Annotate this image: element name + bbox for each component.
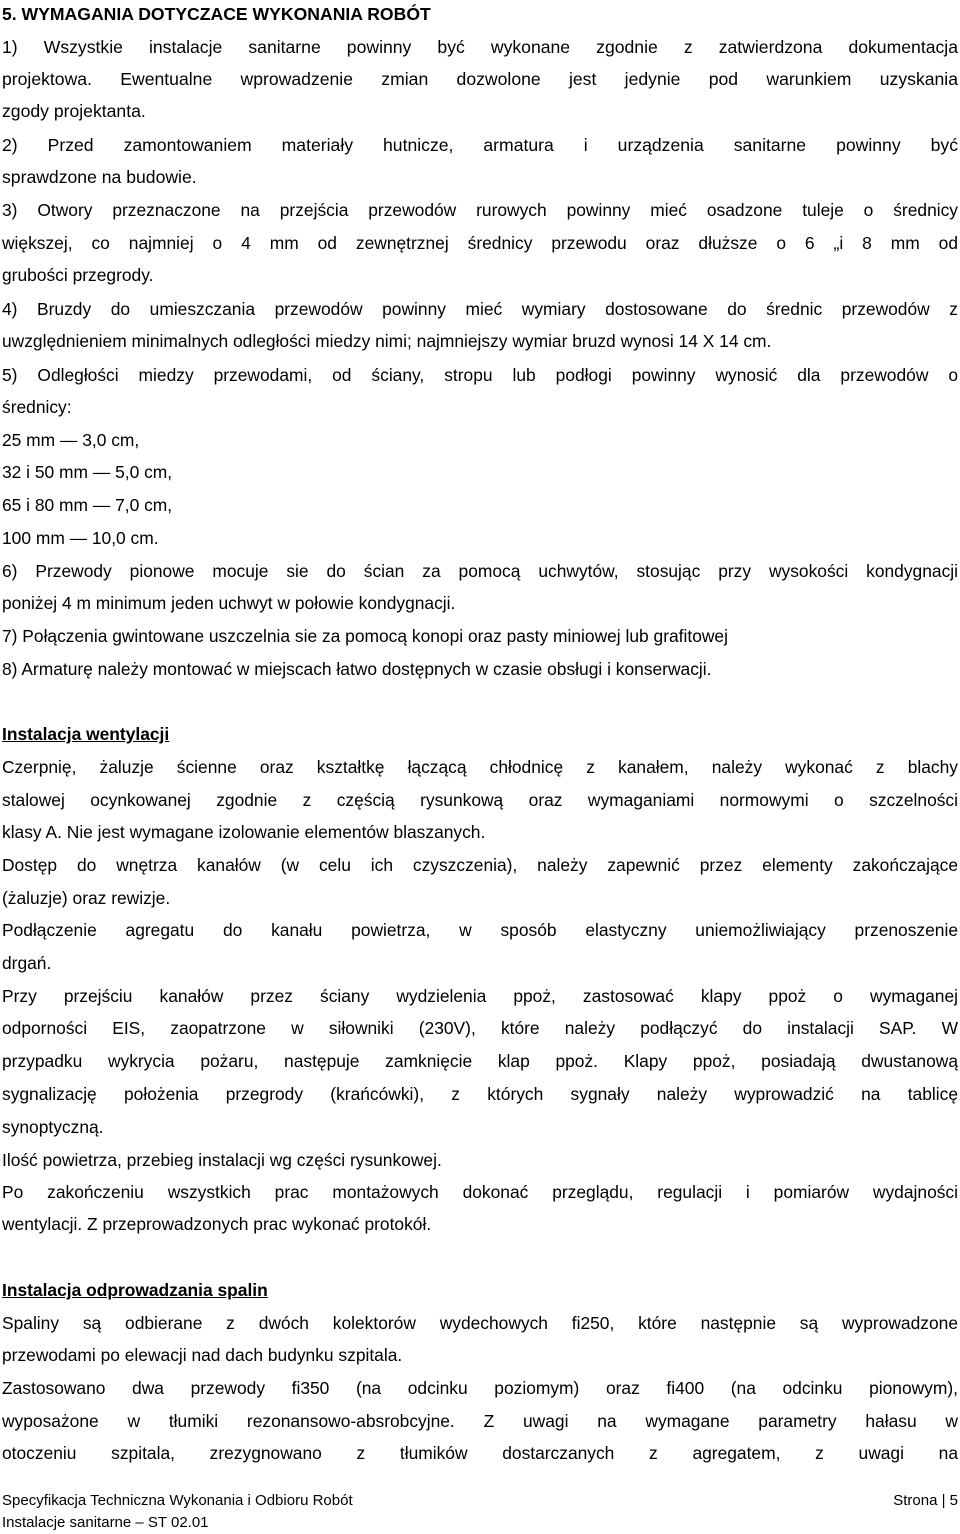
paragraph-line: Ilość powietrza, przebieg instalacji wg części rysunkowej.	[2, 1150, 442, 1170]
paragraph-line: otoczeniu szpitala, zrezygnowano z tłumików dostarczanych z agregatem, z uwagi na	[2, 1443, 958, 1463]
paragraph-line: sygnalizację położenia przegrody (krańcówki), z których sygnały należy wyprowadzić na tablicę	[2, 1084, 958, 1104]
paragraph-line: Zastosowano dwa przewody fi350 (na odcinku poziomym) oraz fi400 (na odcinku pionowym),	[2, 1378, 958, 1398]
paragraph-line: odporności EIS, zaopatrzone w siłowniki (230V), które należy podłączyć do instalacji SAP. W	[2, 1018, 958, 1038]
paragraph-line: drgań.	[2, 953, 52, 973]
paragraph-line: średnicy:	[2, 397, 72, 417]
paragraph-line: 5) Odległości miedzy przewodami, od ściany, stropu lub podłogi powinny wynosić dla przewodów o	[2, 365, 958, 385]
list-item: 65 i 80 mm — 7,0 cm,	[2, 495, 173, 515]
paragraph-line: projektowa. Ewentualne wprowadzenie zmian dozwolone jest jedynie pod warunkiem uzyskania	[2, 69, 958, 89]
paragraph-line: 7) Połączenia gwintowane uszczelnia sie za pomocą konopi oraz pasty miniowej lub grafitowej	[2, 626, 728, 646]
paragraph-line: poniżej 4 m minimum jeden uchwyt w połowie kondygnacji.	[2, 593, 456, 613]
footer-page-number: Strona | 5	[893, 1492, 958, 1509]
paragraph-line: 6) Przewody pionowe mocuje sie do ścian za pomocą uchwytów, stosując przy wysokości kondygnacji	[2, 561, 958, 581]
paragraph-line: uwzględnieniem minimalnych odległości miedzy nimi; najmniejszy wymiar bruzd wynosi 14 X 14 cm.	[2, 331, 772, 351]
paragraph-line: Czerpnię, żaluzje ścienne oraz kształtkę łączącą chłodnicę z kanałem, należy wykonać z blachy	[2, 757, 958, 777]
paragraph-line: 3) Otwory przeznaczone na przejścia przewodów rurowych powinny mieć osadzone tuleje o średnicy	[2, 200, 958, 220]
section-heading: Instalacja odprowadzania spalin	[2, 1280, 268, 1300]
paragraph-line: sprawdzone na budowie.	[2, 167, 197, 187]
list-item: 32 i 50 mm — 5,0 cm,	[2, 462, 173, 482]
paragraph-line: większej, co najmniej o 4 mm od zewnętrznej średnicy przewodu oraz dłuższe o 6 „i 8 mm od	[2, 233, 958, 253]
paragraph-line: 4) Bruzdy do umieszczania przewodów powinny mieć wymiary dostosowane do średnic przewodów z	[2, 299, 958, 319]
paragraph-line: grubości przegrody.	[2, 265, 154, 285]
paragraph-line: wentylacji. Z przeprowadzonych prac wykonać protokół.	[2, 1214, 432, 1234]
paragraph-line: Spaliny są odbierane z dwóch kolektorów wydechowych fi250, które następnie są wyprowadzone	[2, 1313, 958, 1333]
paragraph-line: 1) Wszystkie instalacje sanitarne powinny być wykonane zgodnie z zatwierdzona dokumentacja	[2, 37, 958, 57]
paragraph-line: Po zakończeniu wszystkich prac montażowych dokonać przeglądu, regulacji i pomiarów wydajności	[2, 1182, 958, 1202]
section-heading: Instalacja wentylacji	[2, 724, 170, 744]
paragraph-line: Dostęp do wnętrza kanałów (w celu ich czyszczenia), należy zapewnić przez elementy zakończające	[2, 855, 958, 875]
paragraph-line: synoptyczną.	[2, 1117, 104, 1137]
paragraph-line: Podłączenie agregatu do kanału powietrza, w sposób elastyczny uniemożliwiający przenoszenie	[2, 920, 958, 940]
paragraph-line: Przy przejściu kanałów przez ściany wydzielenia ppoż, zastosować klapy ppoż o wymaganej	[2, 986, 958, 1006]
paragraph-line: 8) Armaturę należy montować w miejscach łatwo dostępnych w czasie obsługi i konserwacji.	[2, 659, 712, 679]
paragraph-line: wyposażone w tłumiki rezonansowo-absrobcyjne. Z uwagi na wymagane parametry hałasu w	[2, 1411, 958, 1431]
paragraph-line: przypadku wykrycia pożaru, następuje zamknięcie klap ppoż. Klapy ppoż, posiadają dwustanową	[2, 1051, 958, 1071]
list-item: 25 mm — 3,0 cm,	[2, 430, 140, 450]
list-item: 100 mm — 10,0 cm.	[2, 528, 159, 548]
paragraph-line: (żaluzje) oraz rewizje.	[2, 888, 171, 908]
paragraph-line: zgody projektanta.	[2, 101, 146, 121]
paragraph-line: stalowej ocynkowanej zgodnie z częścią rysunkową oraz wymaganiami normowymi o szczelności	[2, 790, 958, 810]
paragraph-line: przewodami po elewacji nad dach budynku szpitala.	[2, 1345, 403, 1365]
footer-subtitle: Instalacje sanitarne – ST 02.01	[2, 1514, 209, 1531]
paragraph-line: 2) Przed zamontowaniem materiały hutnicze, armatura i urządzenia sanitarne powinny być	[2, 135, 958, 155]
footer-title: Specyfikacja Techniczna Wykonania i Odbioru Robót	[2, 1492, 353, 1509]
section-heading: 5. WYMAGANIA DOTYCZACE WYKONANIA ROBÓT	[2, 4, 431, 24]
paragraph-line: klasy A. Nie jest wymagane izolowanie elementów blaszanych.	[2, 822, 486, 842]
